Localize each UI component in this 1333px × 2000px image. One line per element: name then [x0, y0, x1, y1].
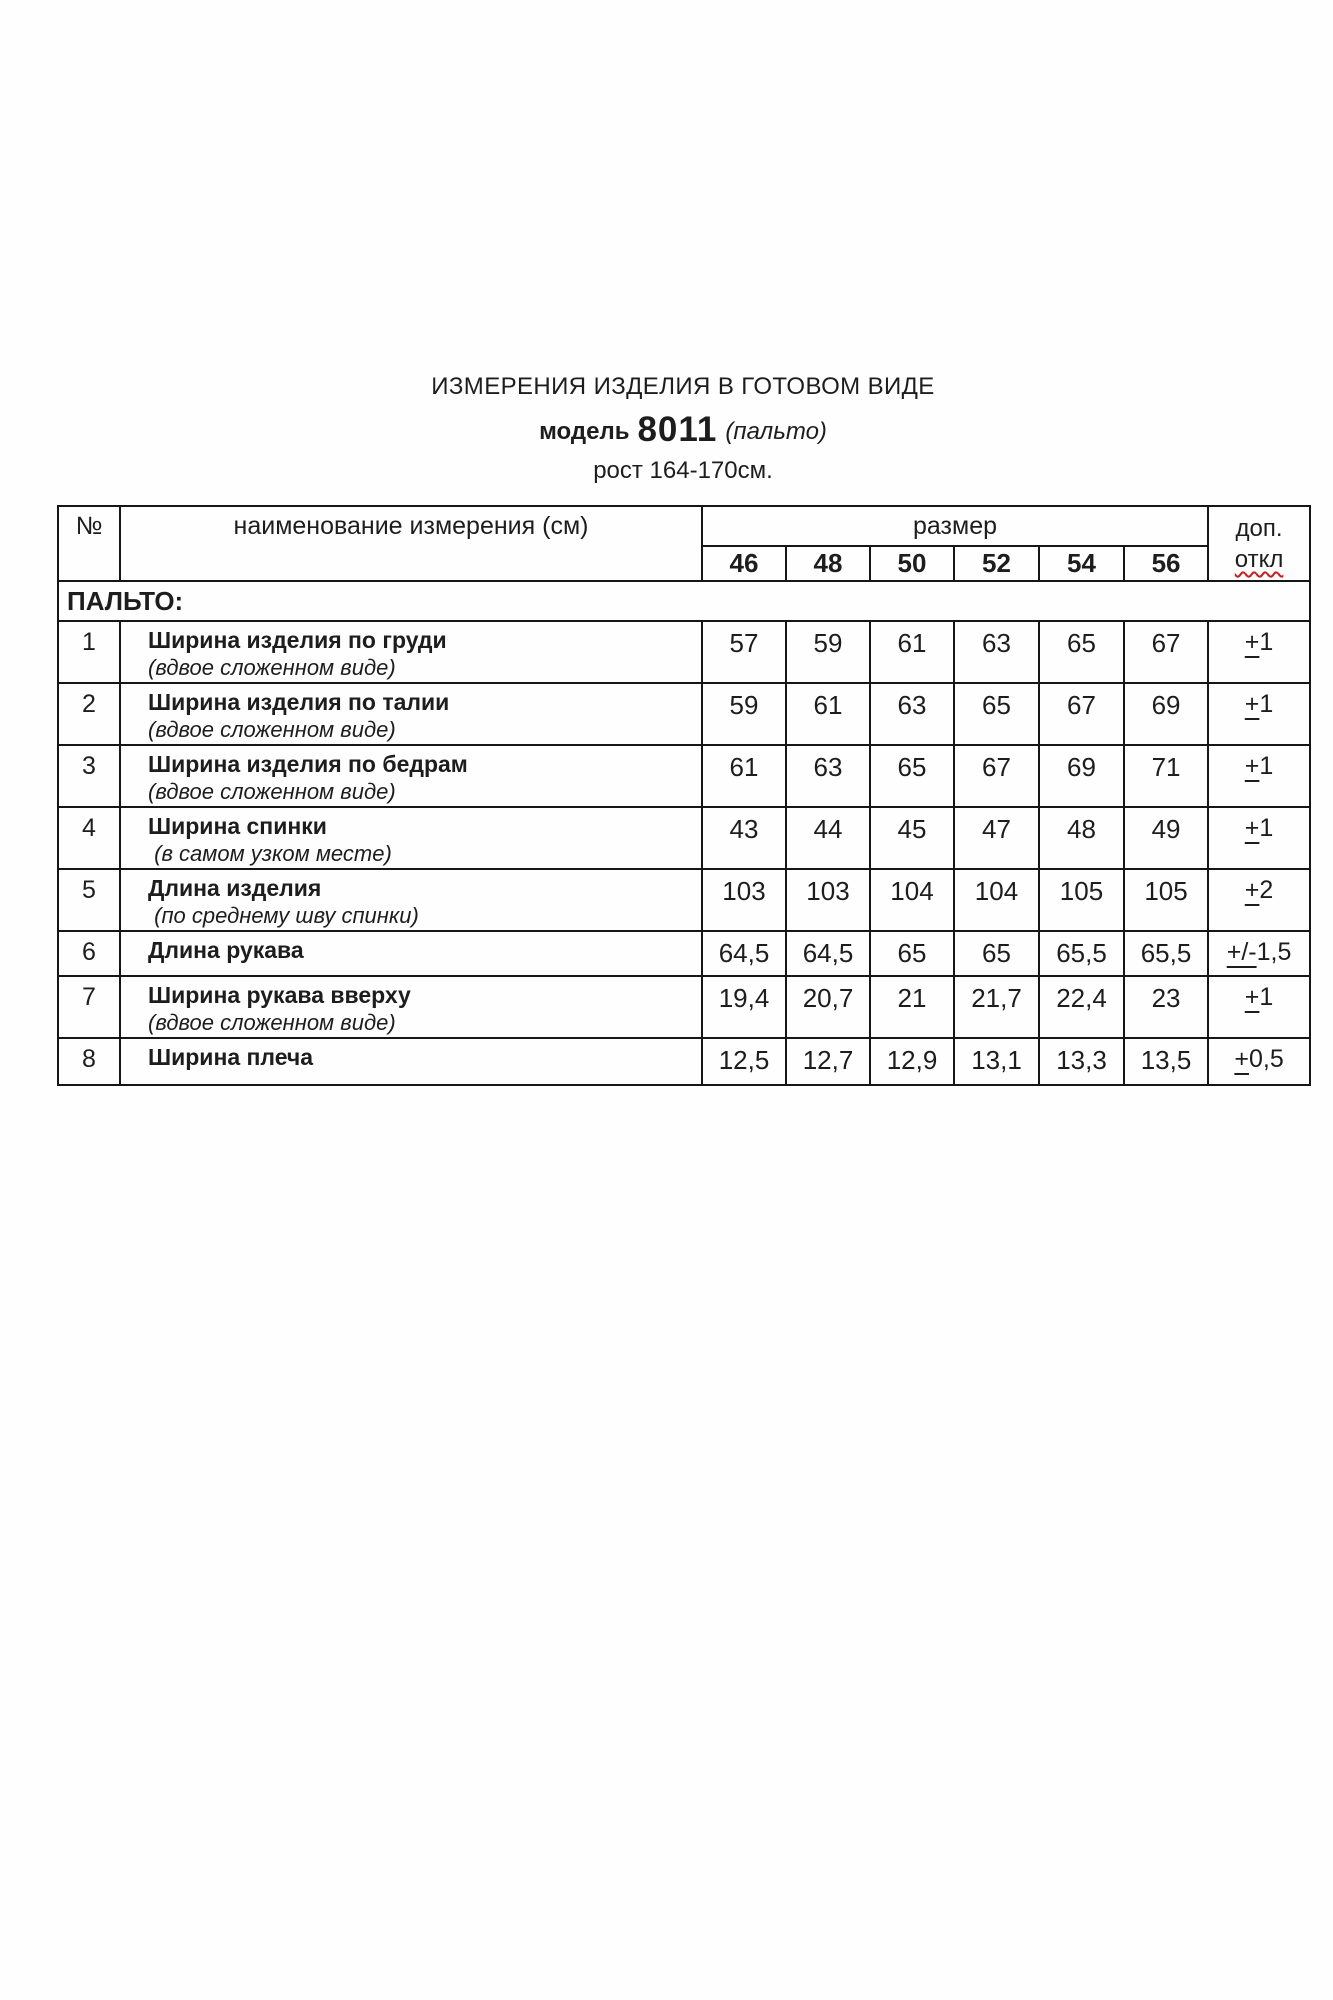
- tolerance-number: 1: [1259, 752, 1274, 780]
- size-value: 104: [870, 869, 954, 931]
- size-value: 44: [786, 807, 870, 869]
- table-row: [58, 931, 1310, 976]
- model-note: (пальто): [725, 418, 827, 445]
- size-value: 47: [954, 807, 1039, 869]
- size-value: 103: [702, 869, 786, 931]
- model-line: [57, 408, 1309, 452]
- tolerance-sign: +: [1244, 752, 1260, 780]
- tolerance-sign: +/-: [1226, 938, 1257, 966]
- row-number: 1: [58, 621, 120, 683]
- row-number: 6: [58, 931, 120, 976]
- tolerance-value: [1208, 683, 1310, 745]
- tolerance-value: [1208, 807, 1310, 869]
- table-row: [58, 807, 1310, 869]
- size-value: 61: [870, 621, 954, 683]
- tolerance-header-line2-wrap: [1210, 544, 1308, 575]
- size-value: 65,5: [1124, 931, 1208, 976]
- size-value: 12,5: [702, 1038, 786, 1085]
- height-line: рост 164-170см.: [593, 456, 773, 484]
- tolerance-sign: +: [1244, 983, 1260, 1011]
- size-value: 71: [1124, 745, 1208, 807]
- tolerance-sign: +: [1244, 814, 1260, 842]
- size-value: 64,5: [702, 931, 786, 976]
- measurements-table: [57, 505, 1311, 1086]
- size-value: 63: [786, 745, 870, 807]
- header-row-group: [58, 506, 1310, 546]
- table-row: [58, 1038, 1310, 1085]
- size-value: 65: [954, 931, 1039, 976]
- size-value: 65: [870, 931, 954, 976]
- measure-note: (вдвое сложенном виде): [148, 717, 396, 742]
- col-header-name: наименование измерения (см): [120, 506, 702, 581]
- col-header-size-group: размер: [702, 506, 1208, 546]
- tolerance-value: [1208, 1038, 1310, 1085]
- table-row: [58, 869, 1310, 931]
- size-value: 69: [1124, 683, 1208, 745]
- size-value: 63: [954, 621, 1039, 683]
- size-value: 43: [702, 807, 786, 869]
- measure-note: (в самом узком месте): [148, 841, 392, 866]
- measure-name-cell: [120, 621, 702, 683]
- size-value: 13,1: [954, 1038, 1039, 1085]
- tolerance-sign: +: [1244, 876, 1260, 904]
- size-col-header: 50: [870, 546, 954, 581]
- measure-name-cell: [120, 931, 702, 976]
- section-row: [58, 581, 1310, 621]
- row-number: 3: [58, 745, 120, 807]
- measure-name-cell: [120, 807, 702, 869]
- size-col-header: 52: [954, 546, 1039, 581]
- measure-note: (вдвое сложенном виде): [148, 655, 396, 680]
- table-row: [58, 976, 1310, 1038]
- measure-name: Ширина рукава вверху: [148, 982, 411, 1008]
- size-value: 23: [1124, 976, 1208, 1038]
- measure-name-cell: [120, 1038, 702, 1085]
- table-row: [58, 621, 1310, 683]
- tolerance-value: [1208, 931, 1310, 976]
- measure-name-cell: [120, 745, 702, 807]
- measure-name: Ширина плеча: [148, 1044, 314, 1070]
- tolerance-value: [1208, 869, 1310, 931]
- size-value: 65,5: [1039, 931, 1124, 976]
- measure-name-cell: [120, 869, 702, 931]
- size-value: 20,7: [786, 976, 870, 1038]
- row-number: 7: [58, 976, 120, 1038]
- measure-note: (вдвое сложенном виде): [148, 1010, 396, 1035]
- tolerance-value: [1208, 621, 1310, 683]
- col-header-number: №: [58, 506, 120, 581]
- size-value: 21,7: [954, 976, 1039, 1038]
- document-title: ИЗМЕРЕНИЯ ИЗДЕЛИЯ В ГОТОВОМ ВИДЕ: [431, 373, 935, 400]
- tolerance-number: 1: [1259, 628, 1274, 656]
- measure-name: Ширина изделия по бедрам: [148, 751, 468, 777]
- size-col-header: 54: [1039, 546, 1124, 581]
- size-value: 65: [954, 683, 1039, 745]
- size-value: 65: [1039, 621, 1124, 683]
- size-value: 65: [870, 745, 954, 807]
- tolerance-number: 1: [1259, 690, 1274, 718]
- measure-name: Ширина изделия по груди: [148, 627, 447, 653]
- measure-note: (по среднему шву спинки): [148, 903, 419, 928]
- measure-name: Длина изделия: [148, 875, 322, 901]
- tolerance-sign: +: [1234, 1045, 1249, 1073]
- table-row: [58, 745, 1310, 807]
- tolerance-sign: +: [1244, 690, 1260, 718]
- size-col-header: 48: [786, 546, 870, 581]
- measure-name-cell: [120, 976, 702, 1038]
- size-value: 104: [954, 869, 1039, 931]
- size-value: 21: [870, 976, 954, 1038]
- measure-name: Ширина изделия по талии: [148, 689, 450, 715]
- model-label: модель: [539, 418, 630, 445]
- size-value: 59: [786, 621, 870, 683]
- table-row: [58, 683, 1310, 745]
- row-number: 4: [58, 807, 120, 869]
- size-value: 105: [1124, 869, 1208, 931]
- section-header: ПАЛЬТО:: [58, 581, 1310, 621]
- tolerance-number: 1: [1259, 983, 1274, 1011]
- row-number: 8: [58, 1038, 120, 1085]
- row-number: 5: [58, 869, 120, 931]
- tolerance-number: 1,5: [1256, 938, 1292, 966]
- tolerance-number: 0,5: [1248, 1045, 1284, 1073]
- size-value: 69: [1039, 745, 1124, 807]
- size-value: 45: [870, 807, 954, 869]
- size-value: 19,4: [702, 976, 786, 1038]
- size-value: 67: [954, 745, 1039, 807]
- size-value: 105: [1039, 869, 1124, 931]
- size-value: 12,9: [870, 1038, 954, 1085]
- tolerance-number: 1: [1259, 814, 1274, 842]
- size-value: 48: [1039, 807, 1124, 869]
- document-title-block: [57, 372, 1309, 486]
- size-value: 67: [1124, 621, 1208, 683]
- size-value: 49: [1124, 807, 1208, 869]
- measure-name-cell: [120, 683, 702, 745]
- measure-name: Ширина спинки: [148, 813, 327, 839]
- size-value: 63: [870, 683, 954, 745]
- tolerance-number: 2: [1259, 876, 1274, 904]
- tolerance-value: [1208, 745, 1310, 807]
- size-value: 61: [702, 745, 786, 807]
- tolerance-header-line1: доп.: [1235, 515, 1283, 542]
- measure-note: (вдвое сложенном виде): [148, 779, 396, 804]
- size-value: 64,5: [786, 931, 870, 976]
- size-value: 67: [1039, 683, 1124, 745]
- row-number: 2: [58, 683, 120, 745]
- col-header-tolerance: [1208, 506, 1310, 581]
- model-number: 8011: [637, 410, 718, 449]
- tolerance-sign: +: [1244, 628, 1260, 656]
- size-value: 13,3: [1039, 1038, 1124, 1085]
- size-col-header: 56: [1124, 546, 1208, 581]
- tolerance-header-line2: откл: [1234, 546, 1284, 573]
- tolerance-value: [1208, 976, 1310, 1038]
- measure-name: Длина рукава: [148, 937, 304, 963]
- size-col-header: 46: [702, 546, 786, 581]
- size-value: 61: [786, 683, 870, 745]
- size-value: 59: [702, 683, 786, 745]
- size-value: 13,5: [1124, 1038, 1208, 1085]
- size-value: 103: [786, 869, 870, 931]
- size-value: 22,4: [1039, 976, 1124, 1038]
- size-value: 12,7: [786, 1038, 870, 1085]
- size-value: 57: [702, 621, 786, 683]
